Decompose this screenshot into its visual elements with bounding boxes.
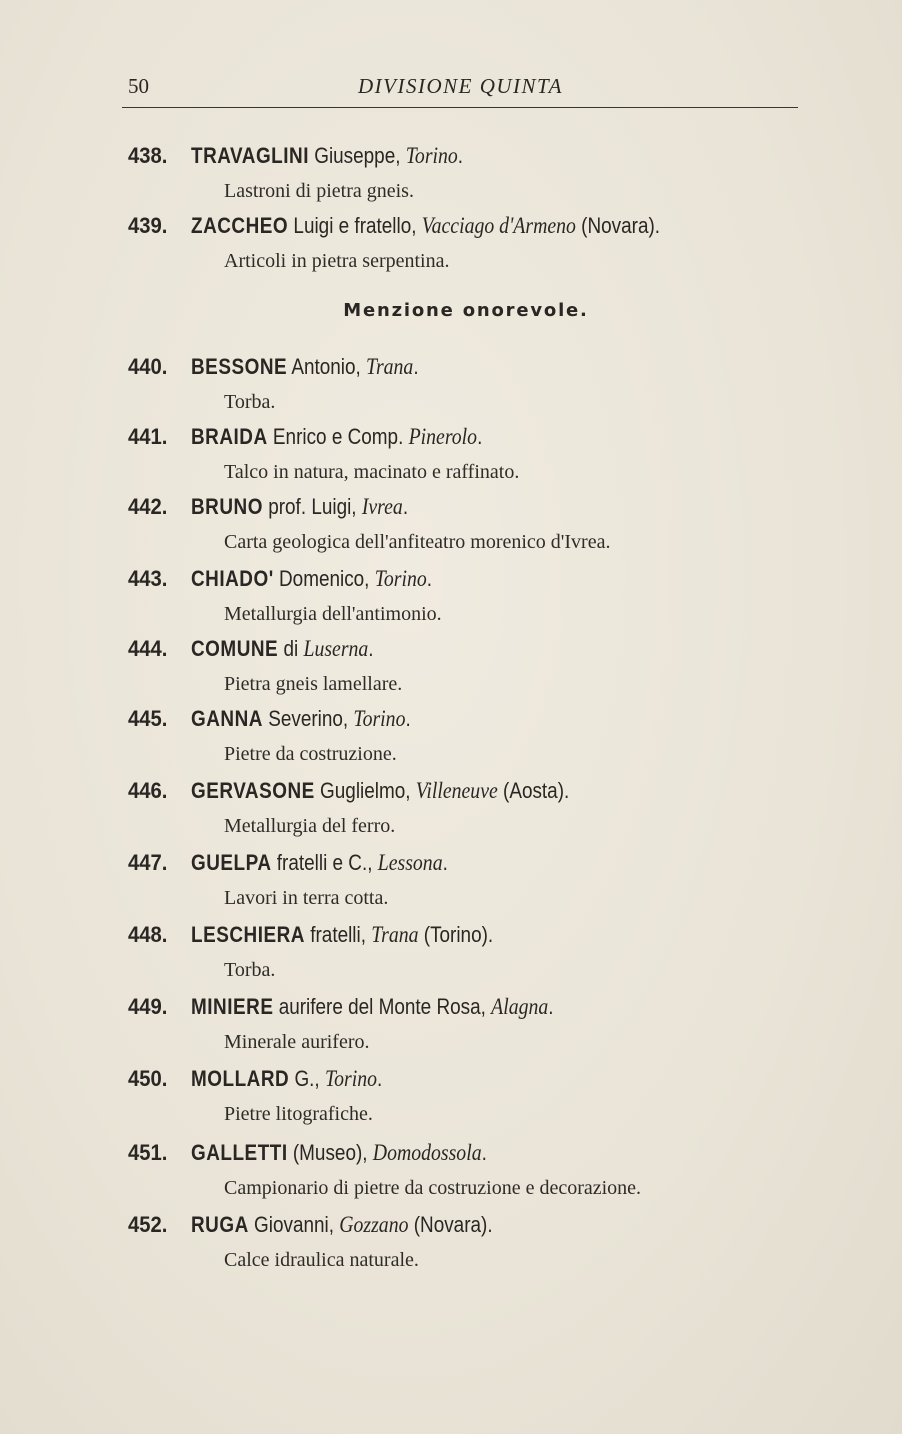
entry-exhibitor [191, 424, 482, 450]
exhibitor-place: Gozzano [339, 1212, 409, 1237]
entry-exhibitor [191, 354, 419, 380]
exhibitor-name: Giuseppe, [308, 143, 406, 168]
exhibitor-name: Guglielmo, [314, 778, 416, 803]
exhibitor-surname: GALLETTI [191, 1140, 288, 1165]
entry-description: Torba. [224, 391, 276, 413]
entry-exhibitor [191, 494, 408, 520]
entry-description: Lavori in terra cotta. [224, 887, 389, 909]
entry-description: Pietre litografiche. [224, 1103, 373, 1125]
exhibitor-name: di [278, 636, 304, 661]
entry-number: 442. [128, 494, 168, 519]
exhibitor-name: fratelli e C., [271, 850, 378, 875]
entry-description: Talco in natura, macinato e raffinato. [224, 461, 520, 483]
entry-exhibitor [191, 994, 554, 1020]
entry-description: Pietra gneis lamellare. [224, 673, 403, 695]
exhibitor-name: prof. Luigi, [262, 494, 362, 519]
entry-number: 438. [128, 143, 168, 168]
exhibitor-name: Antonio, [287, 354, 367, 379]
entry-description: Articoli in pietra serpentina. [224, 250, 450, 272]
exhibitor-place: Alagna [491, 994, 549, 1019]
entry-description: Metallurgia dell'antimonio. [224, 603, 442, 625]
entry-description: Metallurgia del ferro. [224, 815, 396, 837]
exhibitor-name: Enrico e Comp. [267, 424, 409, 449]
exhibitor-surname: BRUNO [191, 494, 263, 519]
exhibitor-surname: MINIERE [191, 994, 274, 1019]
exhibitor-surname: CHIADO' [191, 566, 274, 591]
exhibitor-place-suffix: (Novara). [408, 1212, 493, 1237]
exhibitor-place: Torino [405, 143, 458, 168]
exhibitor-place: Torino [324, 1066, 378, 1091]
entry-description: Pietre da costruzione. [224, 743, 397, 765]
exhibitor-place: Pinerolo [408, 424, 478, 449]
entry-description: Campionario di pietre da costruzione e decorazione. [224, 1177, 642, 1199]
exhibitor-place-suffix: (Novara). [575, 213, 661, 238]
exhibitor-surname: COMUNE [191, 636, 279, 661]
exhibitor-name: fratelli, [304, 922, 372, 947]
exhibitor-place: Torino [353, 706, 406, 731]
exhibitor-place-suffix: (Torino). [418, 922, 494, 947]
entry-number: 445. [128, 706, 168, 731]
exhibitor-name: Domenico, [273, 566, 375, 591]
entry-exhibitor [191, 1066, 382, 1092]
entry-number: 446. [128, 778, 168, 803]
exhibitor-surname: GANNA [191, 706, 263, 731]
entry-description: Calce idraulica naturale. [224, 1249, 419, 1271]
exhibitor-place-suffix: . [405, 706, 411, 731]
entry-exhibitor [191, 636, 374, 662]
exhibitor-name: Luigi e fratello, [288, 213, 422, 238]
exhibitor-place-suffix: . [368, 636, 374, 661]
exhibitor-place: Domodossola [372, 1140, 482, 1165]
exhibitor-place: Luserna [303, 636, 369, 661]
entry-number: 444. [128, 636, 168, 661]
exhibitor-place-suffix: (Aosta). [497, 778, 570, 803]
exhibitor-surname: BESSONE [191, 354, 288, 379]
entry-number: 449. [128, 994, 168, 1019]
exhibitor-place: Vacciago d'Armeno [421, 213, 576, 238]
exhibitor-name: (Museo), [287, 1140, 373, 1165]
entry-exhibitor [191, 566, 432, 592]
exhibitor-name: aurifere del Monte Rosa, [273, 994, 492, 1019]
entry-number: 440. [128, 354, 168, 379]
exhibitor-place-suffix: . [481, 1140, 487, 1165]
exhibitor-place-suffix: . [442, 850, 448, 875]
entry-description: Carta geologica dell'anfiteatro morenico d'Ivrea. [224, 531, 611, 553]
exhibitor-surname: GERVASONE [191, 778, 315, 803]
entry-number: 439. [128, 213, 168, 238]
exhibitor-place: Torino [374, 566, 427, 591]
exhibitor-name: G., [289, 1066, 325, 1091]
page-header [128, 70, 796, 104]
section-heading: Menzione onorevole. [343, 300, 589, 321]
exhibitor-surname: ZACCHEO [191, 213, 289, 238]
entry-number: 441. [128, 424, 168, 449]
exhibitor-place-suffix: . [426, 566, 433, 591]
entry-exhibitor [191, 778, 569, 804]
exhibitor-place-suffix: . [413, 354, 419, 379]
exhibitor-surname: RUGA [191, 1212, 249, 1237]
exhibitor-place: Lessona [377, 850, 443, 875]
header-rule [122, 107, 798, 108]
entry-number: 450. [128, 1066, 168, 1091]
running-title: DIVISIONE QUINTA [358, 74, 564, 98]
entry-exhibitor [191, 1212, 493, 1238]
exhibitor-place-suffix: . [457, 143, 464, 168]
exhibitor-surname: LESCHIERA [191, 922, 305, 947]
entry-exhibitor [191, 143, 463, 169]
entry-exhibitor [191, 850, 448, 876]
exhibitor-place: Ivrea [361, 494, 403, 519]
exhibitor-surname: GUELPA [191, 850, 272, 875]
exhibitor-place: Trana [366, 354, 414, 379]
entry-description: Minerale aurifero. [224, 1031, 370, 1053]
exhibitor-place-suffix: . [477, 424, 483, 449]
exhibitor-place-suffix: . [548, 994, 554, 1019]
exhibitor-surname: TRAVAGLINI [191, 143, 309, 168]
entry-number: 448. [128, 922, 168, 947]
exhibitor-place: Trana [371, 922, 419, 947]
page-number: 50 [128, 74, 149, 98]
exhibitor-place: Villeneuve [415, 778, 498, 803]
exhibitor-surname: BRAIDA [191, 424, 268, 449]
exhibitor-name: Severino, [262, 706, 354, 731]
entry-exhibitor [191, 922, 493, 948]
entry-number: 443. [128, 566, 168, 591]
entry-exhibitor [191, 213, 660, 239]
entry-exhibitor [191, 1140, 487, 1166]
entry-exhibitor [191, 706, 411, 732]
entry-number: 451. [128, 1140, 168, 1165]
entry-number: 447. [128, 850, 168, 875]
exhibitor-surname: MOLLARD [191, 1066, 290, 1091]
entry-description: Torba. [224, 959, 276, 981]
exhibitor-name: Giovanni, [248, 1212, 340, 1237]
exhibitor-place-suffix: . [402, 494, 409, 519]
exhibitor-place-suffix: . [377, 1066, 383, 1091]
entry-number: 452. [128, 1212, 168, 1237]
entry-description: Lastroni di pietra gneis. [224, 180, 414, 202]
